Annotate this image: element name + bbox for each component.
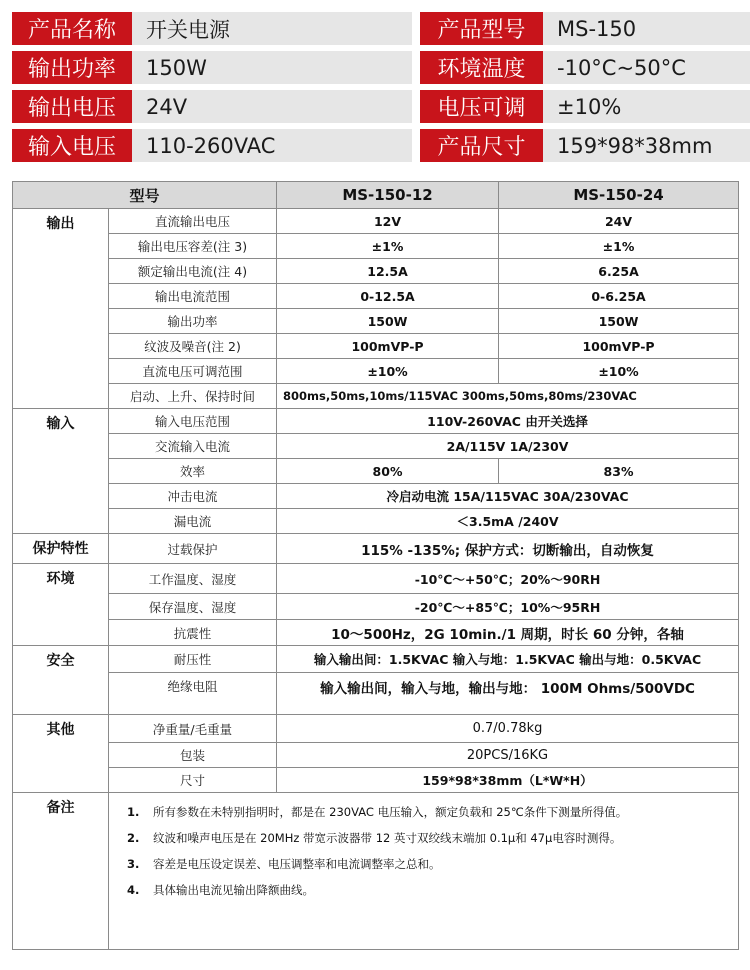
row-label: 漏电流	[109, 509, 277, 534]
input-value: 110-260VAC	[132, 129, 412, 162]
row-label: 输出功率	[109, 309, 277, 334]
table-row	[13, 534, 739, 564]
cell-value: 100mVP-P	[499, 334, 739, 359]
cell-value: 110V-260VAC 由开关选择	[277, 409, 739, 434]
cell-value: -20℃～+85℃；10%～95RH	[277, 594, 739, 620]
table-row	[13, 284, 739, 309]
table-row	[13, 409, 739, 434]
notes-list	[111, 793, 736, 903]
group-input: 输入	[13, 409, 109, 534]
table-row	[13, 768, 739, 793]
note-text: 纹波和噪声电压是在 20MHz 带宽示波器带 12 英寸双绞线末端加 0.1μ和 47μ电容时测得。	[153, 831, 622, 845]
table-row	[13, 509, 739, 534]
adjust-value: ±10%	[543, 90, 750, 123]
product-name-label: 产品名称	[12, 12, 132, 45]
row-label: 耐压性	[109, 646, 277, 673]
table-row	[13, 673, 739, 715]
summary-row	[12, 51, 750, 84]
summary-header	[12, 12, 750, 162]
cell-value: 0-6.25A	[499, 284, 739, 309]
group-protection: 保护特性	[13, 534, 109, 564]
group-environment: 环境	[13, 564, 109, 646]
row-label: 输入电压范围	[109, 409, 277, 434]
table-row	[13, 259, 739, 284]
table-row	[13, 334, 739, 359]
note-number: 4.	[127, 883, 140, 897]
notes-row	[13, 793, 739, 950]
table-header-row	[13, 182, 739, 209]
row-label: 保存温度、湿度	[109, 594, 277, 620]
cell-value: 10～500Hz，2G 10min./1 周期，时长 60 分钟，各轴	[277, 620, 739, 646]
cell-value: 150W	[277, 309, 499, 334]
product-name-value: 开关电源	[132, 12, 412, 45]
cell-value: 150W	[499, 309, 739, 334]
row-label: 直流输出电压	[109, 209, 277, 234]
voltage-value: 24V	[132, 90, 412, 123]
row-label: 冲击电流	[109, 484, 277, 509]
note-number: 2.	[127, 831, 140, 845]
row-label: 效率	[109, 459, 277, 484]
cell-value: 冷启动电流 15A/115VAC 30A/230VAC	[277, 484, 739, 509]
table-row	[13, 459, 739, 484]
table-row	[13, 434, 739, 459]
size-label: 产品尺寸	[420, 129, 543, 162]
note-text: 容差是电压设定误差、电压调整率和电流调整率之总和。	[153, 857, 441, 871]
group-other: 其他	[13, 715, 109, 793]
row-label: 包装	[109, 743, 277, 768]
cell-value: 2A/115V 1A/230V	[277, 434, 739, 459]
cell-value: ＜3.5mA /240V	[277, 509, 739, 534]
cell-value: 80%	[277, 459, 499, 484]
list-item	[127, 851, 736, 877]
table-row	[13, 384, 739, 409]
env-temp-label: 环境温度	[420, 51, 543, 84]
table-row	[13, 359, 739, 384]
table-row	[13, 309, 739, 334]
cell-value: 0-12.5A	[277, 284, 499, 309]
env-temp-value: -10°C~50°C	[543, 51, 750, 84]
row-label: 纹波及噪音(注 2)	[109, 334, 277, 359]
row-label: 直流电压可调范围	[109, 359, 277, 384]
adjust-label: 电压可调	[420, 90, 543, 123]
power-label: 输出功率	[12, 51, 132, 84]
cell-value: 115% -135%; 保护方式：切断输出，自动恢复	[277, 534, 739, 564]
cell-value: ±10%	[499, 359, 739, 384]
summary-row	[12, 129, 750, 162]
list-item	[127, 877, 736, 903]
row-label: 工作温度、湿度	[109, 564, 277, 594]
row-label: 输出电压容差(注 3)	[109, 234, 277, 259]
note-text: 所有参数在未特别指明时，都是在 230VAC 电压输入，额定负载和 25℃条件下测量所得值。	[153, 805, 628, 819]
cell-value: ±10%	[277, 359, 499, 384]
size-value: 159*98*38mm	[543, 129, 750, 162]
row-label: 尺寸	[109, 768, 277, 793]
row-label: 启动、上升、保持时间	[109, 384, 277, 409]
model-value: MS-150	[543, 12, 750, 45]
table-row	[13, 646, 739, 673]
cell-value: 20PCS/16KG	[277, 743, 739, 768]
summary-row	[12, 12, 750, 45]
row-label: 抗震性	[109, 620, 277, 646]
table-row	[13, 594, 739, 620]
header-col-12v: MS-150-12	[277, 182, 499, 209]
table-row	[13, 743, 739, 768]
table-row	[13, 484, 739, 509]
note-number: 1.	[127, 805, 140, 819]
header-col-24v: MS-150-24	[499, 182, 739, 209]
cell-value: 24V	[499, 209, 739, 234]
input-label: 输入电压	[12, 129, 132, 162]
row-label: 额定输出电流(注 4)	[109, 259, 277, 284]
cell-value: -10℃～+50℃；20%～90RH	[277, 564, 739, 594]
cell-value: 6.25A	[499, 259, 739, 284]
power-value: 150W	[132, 51, 412, 84]
cell-value: 12.5A	[277, 259, 499, 284]
cell-value: 输入输出间：1.5KVAC 输入与地：1.5KVAC 输出与地：0.5KVAC	[277, 646, 739, 673]
table-row	[13, 234, 739, 259]
row-label: 输出电流范围	[109, 284, 277, 309]
model-label: 产品型号	[420, 12, 543, 45]
table-row	[13, 564, 739, 594]
summary-row	[12, 90, 750, 123]
cell-value: 100mVP-P	[277, 334, 499, 359]
voltage-label: 输出电压	[12, 90, 132, 123]
group-notes: 备注	[13, 793, 109, 950]
cell-value: 159*98*38mm（L*W*H）	[277, 768, 739, 793]
note-text: 具体输出电流见输出降额曲线。	[153, 883, 314, 897]
table-row	[13, 715, 739, 743]
row-label: 净重量/毛重量	[109, 715, 277, 743]
cell-value: ±1%	[277, 234, 499, 259]
list-item	[127, 799, 736, 825]
spec-table	[12, 181, 739, 950]
group-output: 输出	[13, 209, 109, 409]
header-model-label: 型号	[13, 182, 277, 209]
row-label: 绝缘电阻	[109, 673, 277, 715]
group-safety: 安全	[13, 646, 109, 715]
table-row	[13, 209, 739, 234]
cell-value: 800ms,50ms,10ms/115VAC 300ms,50ms,80ms/230VAC	[277, 384, 739, 409]
row-label: 过载保护	[109, 534, 277, 564]
notes-cell	[109, 793, 739, 950]
cell-value: 83%	[499, 459, 739, 484]
note-number: 3.	[127, 857, 140, 871]
cell-value: 12V	[277, 209, 499, 234]
cell-value: 0.7/0.78kg	[277, 715, 739, 743]
cell-value: ±1%	[499, 234, 739, 259]
row-label: 交流输入电流	[109, 434, 277, 459]
table-row	[13, 620, 739, 646]
cell-value: 输入输出间，输入与地，输出与地： 100M Ohms/500VDC	[277, 673, 739, 715]
list-item	[127, 825, 736, 851]
